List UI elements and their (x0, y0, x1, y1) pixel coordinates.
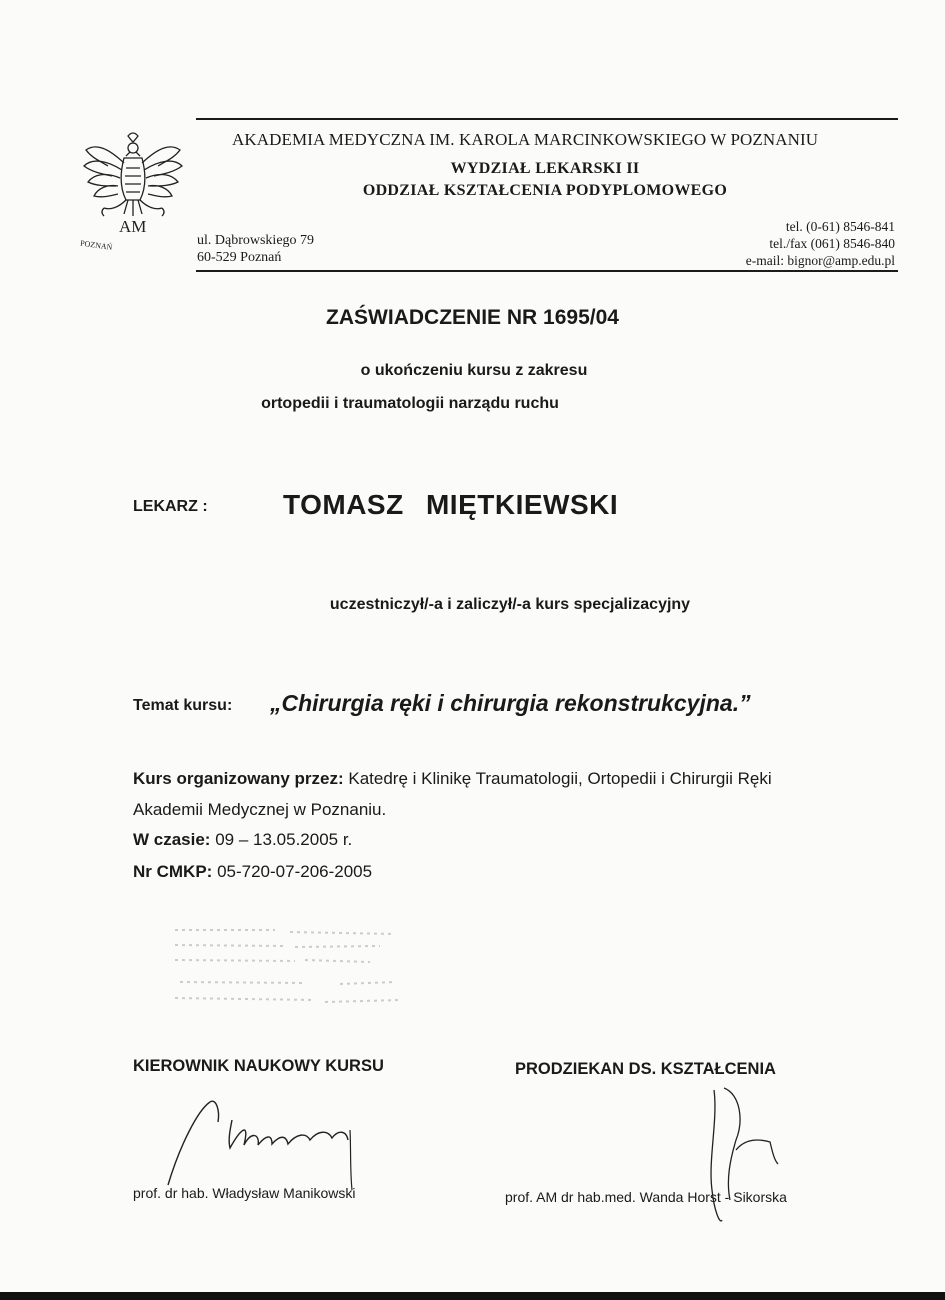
certificate-subtitle-2: ortopedii i traumatologii narządu ruchu (261, 395, 559, 412)
organizer-label: Kurs organizowany przez: (133, 769, 344, 788)
period-value: 09 – 13.05.2005 r. (215, 830, 353, 849)
organizer-value: Katedrę i Klinikę Traumatologii, Ortopedii i Chirurgii Ręki (348, 769, 772, 788)
doctor-name: TOMASZ MIĘTKIEWSKI (283, 489, 619, 520)
address-street: ul. Dąbrowskiego 79 (197, 233, 315, 248)
completion-statement: uczestniczył/-a i zaliczył/-a kurs specjalizacyjny (329, 596, 691, 613)
phone-fax: tel./fax (061) 8546-840 (769, 236, 895, 251)
scan-bottom-edge (0, 1292, 945, 1300)
institution-name: AKADEMIA MEDYCZNA IM. KAROLA MARCINKOWSKIEGO W POZNANIU (232, 130, 819, 149)
doctor-label: LEKARZ : (133, 498, 208, 515)
cmkp-line (133, 862, 372, 882)
address-city: 60-529 Poznań (197, 250, 282, 265)
phone: tel. (0-61) 8546-841 (785, 219, 895, 234)
left-signatory-name: prof. dr hab. Władysław Manikowski (133, 1185, 356, 1201)
header-bottom-rule (196, 270, 898, 272)
certificate-subtitle-1: o ukończeniu kursu z zakresu (360, 362, 588, 379)
left-signatory-title: KIEROWNIK NAUKOWY KURSU (133, 1057, 384, 1075)
course-topic: „Chirurgia ręki i chirurgia rekonstrukcyjna.” (270, 690, 751, 716)
right-signatory-name: prof. AM dr hab.med. Wanda Horst - Sikorska (505, 1189, 787, 1205)
emblem-letters: AM (119, 217, 147, 236)
cmkp-value: 05-720-07-206-2005 (217, 862, 373, 881)
faculty-name: WYDZIAŁ LEKARSKI II (450, 160, 640, 177)
organizer-line (133, 769, 772, 789)
cmkp-label: Nr CMKP: (133, 862, 213, 881)
header-top-rule (196, 118, 898, 120)
period-line (133, 830, 352, 850)
period-label: W czasie: (133, 830, 211, 849)
email: e-mail: bignor@amp.edu.pl (745, 253, 895, 268)
left-signature-icon (160, 1090, 360, 1200)
organizer-value-2: Akademii Medycznej w Poznaniu. (133, 800, 387, 819)
faded-stamp-icon (165, 920, 415, 1020)
topic-label: Temat kursu: (133, 697, 233, 714)
right-signatory-title: PRODZIEKAN DS. KSZTAŁCENIA (515, 1060, 776, 1078)
right-signature-icon (700, 1080, 790, 1230)
department-name: ODDZIAŁ KSZTAŁCENIA PODYPLOMOWEGO (362, 182, 728, 199)
emblem-city: POZNAŃ (79, 238, 114, 252)
eagle-emblem-icon (78, 128, 188, 253)
certificate-title: ZAŚWIADCZENIE NR 1695/04 (326, 306, 619, 329)
